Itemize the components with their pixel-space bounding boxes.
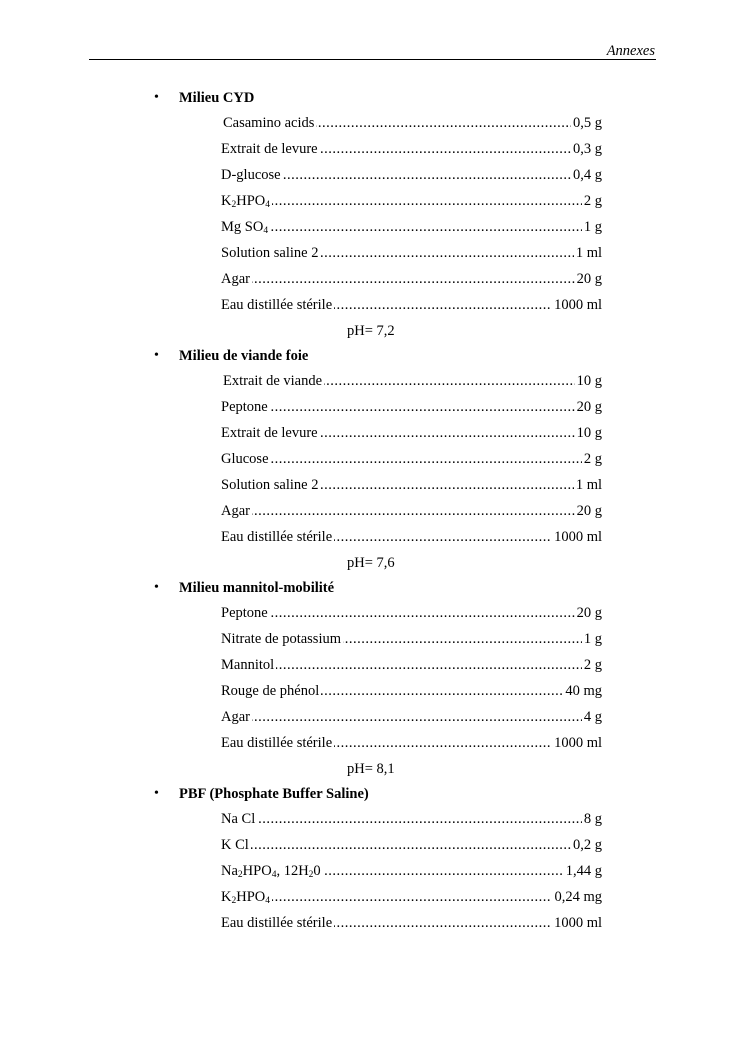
ingredient-value: 2 g bbox=[582, 652, 602, 678]
ingredient-name: Mg $SO_4$ bbox=[221, 214, 270, 240]
ingredient-value: 8 g bbox=[582, 806, 602, 832]
ingredient-value: 10 g bbox=[575, 420, 602, 446]
ingredient-name: Na Cl bbox=[221, 806, 257, 832]
ingredient-row bbox=[221, 446, 602, 472]
section-title bbox=[0, 782, 745, 806]
ingredient-name: $Na_2HPO_4$, $12H_20$ bbox=[221, 858, 323, 884]
ingredient-row bbox=[221, 266, 602, 292]
ingredient-value: 0,3 g bbox=[571, 136, 602, 162]
ingredient-value: 1 ml bbox=[574, 472, 602, 498]
ingredient-name: Eau distillée stérile bbox=[221, 292, 334, 318]
section-title bbox=[0, 86, 745, 110]
ingredient-name: Eau distillée stérile bbox=[221, 730, 334, 756]
ingredient-value: 10 g bbox=[575, 368, 602, 394]
ingredient-name: K Cl bbox=[221, 832, 251, 858]
ingredient-value: 1 g bbox=[582, 214, 602, 240]
ingredient-name: Rouge de phénol bbox=[221, 678, 321, 704]
ingredient-row bbox=[221, 730, 602, 756]
ingredient-name: Agar bbox=[221, 498, 252, 524]
ingredient-row bbox=[221, 394, 602, 420]
ingredient-name: $K_2HPO_4$ bbox=[221, 884, 272, 910]
ph-value: pH= 7,6 bbox=[347, 555, 395, 571]
ingredient-row bbox=[221, 910, 602, 936]
ingredient-row bbox=[221, 188, 602, 214]
ingredient-value: 1 g bbox=[582, 626, 602, 652]
ingredient-value: 0,5 g bbox=[571, 110, 602, 136]
ingredient-value: 1000 ml bbox=[552, 910, 602, 936]
document-body bbox=[0, 86, 745, 936]
ingredient-value: 20 g bbox=[575, 394, 602, 420]
ingredient-name: Agar bbox=[221, 704, 252, 730]
ingredient-row bbox=[221, 704, 602, 730]
ingredient-name: Glucose bbox=[221, 446, 271, 472]
ingredient-name: Mannitol bbox=[221, 652, 276, 678]
section-title-text: Milieu CYD bbox=[179, 90, 255, 106]
ingredient-row bbox=[221, 626, 602, 652]
ingredient-value: 2 g bbox=[582, 188, 602, 214]
ingredient-name: Extrait de levure bbox=[221, 136, 320, 162]
bullet-icon: • bbox=[154, 786, 159, 801]
ingredient-value: 1000 ml bbox=[552, 292, 602, 318]
bullet-icon: • bbox=[154, 580, 159, 595]
ingredient-value: 1 ml bbox=[574, 240, 602, 266]
ingredient-row bbox=[221, 498, 602, 524]
ingredient-value: 4 g bbox=[582, 704, 602, 730]
ingredient-row bbox=[221, 292, 602, 318]
ingredient-name: Solution saline 2 bbox=[221, 240, 320, 266]
ingredient-value: 1000 ml bbox=[552, 730, 602, 756]
section-title bbox=[0, 576, 745, 600]
header-divider bbox=[89, 59, 656, 60]
ingredient-row bbox=[221, 240, 602, 266]
ingredient-name: D-glucose bbox=[221, 162, 283, 188]
ingredient-name: $K_2HPO_4$ bbox=[221, 188, 272, 214]
ingredient-name: Eau distillée stérile bbox=[221, 524, 334, 550]
ingredient-row bbox=[221, 214, 602, 240]
ingredient-row bbox=[221, 524, 602, 550]
ingredient-value: 0,4 g bbox=[571, 162, 602, 188]
ingredient-name: Nitrate de potassium bbox=[221, 626, 343, 652]
ingredient-value: 1000 ml bbox=[552, 524, 602, 550]
ingredient-row bbox=[221, 652, 602, 678]
ingredient-row bbox=[221, 600, 602, 626]
ingredient-row bbox=[221, 472, 602, 498]
ingredient-row bbox=[221, 678, 602, 704]
ingredient-row bbox=[221, 832, 602, 858]
bullet-icon: • bbox=[154, 90, 159, 105]
ingredient-value: 0,2 g bbox=[571, 832, 602, 858]
ingredient-value: 0,24 mg bbox=[552, 884, 602, 910]
ingredient-row bbox=[221, 420, 602, 446]
ingredient-row bbox=[221, 806, 602, 832]
bullet-icon: • bbox=[154, 348, 159, 363]
ingredient-name: Extrait de levure bbox=[221, 420, 320, 446]
section-title-text: PBF (Phosphate Buffer Saline) bbox=[179, 786, 369, 802]
page-header-title: Annexes bbox=[606, 43, 655, 59]
ingredient-name: Peptone bbox=[221, 600, 270, 626]
ph-value: pH= 7,2 bbox=[347, 323, 395, 339]
ingredient-row bbox=[223, 368, 602, 394]
ingredient-name: Casamino acids bbox=[223, 110, 316, 136]
ingredient-name: Peptone bbox=[221, 394, 270, 420]
section-title-text: Milieu mannitol-mobilité bbox=[179, 580, 335, 596]
ingredient-name: Eau distillée stérile bbox=[221, 910, 334, 936]
ingredient-row bbox=[223, 110, 602, 136]
ingredient-value: 20 g bbox=[575, 266, 602, 292]
section-title bbox=[0, 344, 745, 368]
ingredient-value: 1,44 g bbox=[564, 858, 602, 884]
ingredient-row bbox=[221, 884, 602, 910]
section-title-text: Milieu de viande foie bbox=[179, 348, 309, 364]
ingredient-row bbox=[221, 136, 602, 162]
ph-value: pH= 8,1 bbox=[347, 761, 395, 777]
ingredient-value: 20 g bbox=[575, 498, 602, 524]
ingredient-row bbox=[221, 858, 602, 884]
ingredient-name: Agar bbox=[221, 266, 252, 292]
ingredient-value: 40 mg bbox=[563, 678, 602, 704]
ingredient-name: Solution saline 2 bbox=[221, 472, 320, 498]
ingredient-name: Extrait de viande bbox=[223, 368, 324, 394]
ingredient-value: 2 g bbox=[582, 446, 602, 472]
ingredient-row bbox=[221, 162, 602, 188]
ingredient-value: 20 g bbox=[575, 600, 602, 626]
